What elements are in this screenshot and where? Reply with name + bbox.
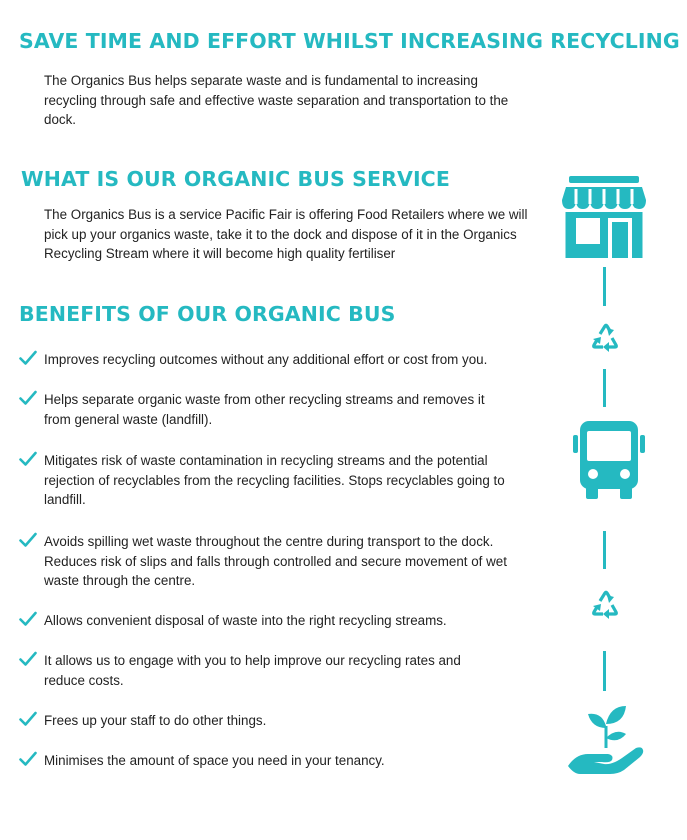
benefit-text: Frees up your staff to do other things. [44, 713, 267, 728]
benefit-text: Avoids spilling wet waste throughout the centre during transport to the dock. Reduces risk of slips and falls through controlled and secure movement of wet waste through the centre. [44, 534, 507, 588]
connector-line [603, 267, 606, 306]
benefit-text: Improves recycling outcomes without any additional effort or cost from you. [44, 352, 488, 367]
benefit-text: Minimises the amount of space you need in your tenancy. [44, 753, 385, 768]
store-icon [562, 176, 646, 258]
check-icon [19, 532, 37, 548]
benefit-text: It allows us to engage with you to help improve our recycling rates and reduce costs. [44, 653, 461, 688]
check-icon [19, 711, 37, 727]
check-icon [19, 651, 37, 667]
intro-paragraph: The Organics Bus helps separate waste and is fundamental to increasing recycling through safe and effective waste separation and transportation to the dock. [44, 73, 509, 127]
service-paragraph: The Organics Bus is a service Pacific Fair is offering Food Retailers where we will pick up your organics waste, take it to the dock and dispose of it in the Organics Recycling Stream where it will become high quality fertiliser [44, 207, 528, 261]
recycle-icon [589, 589, 623, 621]
heading-benefits: BENEFITS OF OUR ORGANIC BUS [19, 302, 396, 326]
bus-icon [573, 419, 645, 499]
check-icon [19, 611, 37, 627]
heading-save-time: SAVE TIME AND EFFORT WHILST INCREASING RECYCLING [19, 29, 680, 53]
heading-what-is-service: WHAT IS OUR ORGANIC BUS SERVICE [21, 167, 450, 191]
connector-line [603, 531, 606, 569]
connector-line [603, 651, 606, 691]
benefit-text: Mitigates risk of waste contamination in recycling streams and the potential rejection of recyclables from the recycling facilities. Stops recyclables going to landfill. [44, 453, 505, 507]
plant-in-hand-icon [566, 700, 646, 776]
check-icon [19, 390, 37, 406]
check-icon [19, 350, 37, 366]
benefit-text: Helps separate organic waste from other recycling streams and removes it from general waste (landfill). [44, 392, 485, 427]
connector-line [603, 369, 606, 407]
check-icon [19, 751, 37, 767]
benefit-text: Allows convenient disposal of waste into the right recycling streams. [44, 613, 447, 628]
recycle-icon [589, 322, 623, 354]
check-icon [19, 451, 37, 467]
